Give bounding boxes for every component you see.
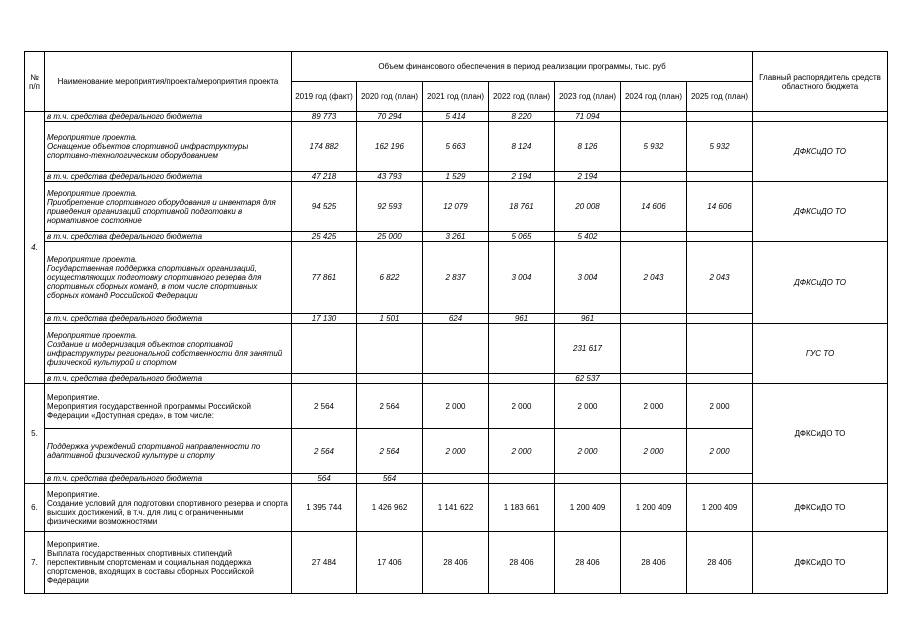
row-value: 2 043 [687, 242, 753, 314]
row-number: 6. [25, 484, 45, 532]
row-value [687, 314, 753, 324]
row-value [621, 232, 687, 242]
row-value: 5 663 [423, 122, 489, 172]
row-value: 1 426 962 [357, 484, 423, 532]
row-value: 2 564 [292, 429, 357, 474]
row-name: Мероприятие проекта. Создание и модернизация объектов спортивной инфраструктуры региональной собственности для занятий физической культурой и спортом [45, 324, 292, 374]
row-value [687, 232, 753, 242]
table-row [25, 242, 888, 314]
row-number: 4. [25, 112, 45, 384]
row-value [687, 474, 753, 484]
row-value [489, 374, 555, 384]
header-year: 2024 год (план) [621, 82, 687, 112]
row-value: 564 [357, 474, 423, 484]
row-name: в т.ч. средства федерального бюджета [45, 374, 292, 384]
row-name: Поддержка учреждений спортивной направленности по адаптивной физической культуре и спорту [45, 429, 292, 474]
row-value: 3 004 [489, 242, 555, 314]
row-value: 624 [423, 314, 489, 324]
row-value [621, 112, 687, 122]
row-value: 2 000 [555, 429, 621, 474]
row-value: 2 564 [357, 429, 423, 474]
row-value [687, 324, 753, 374]
row-value: 2 564 [357, 384, 423, 429]
row-value [621, 374, 687, 384]
row-name: Мероприятие. Создание условий для подготовки спортивного резерва и спорта высших достижений, в т.ч. для лиц с ограниченными физическими возможностями [45, 484, 292, 532]
table-row [25, 384, 888, 429]
row-value: 28 406 [423, 532, 489, 594]
row-manager: ДФКСиДО ТО [753, 182, 888, 242]
row-value: 1 200 409 [621, 484, 687, 532]
row-value: 14 606 [687, 182, 753, 232]
row-manager-empty [753, 112, 888, 122]
row-manager: ДФКСиДО ТО [753, 242, 888, 324]
header-year: 2022 год (план) [489, 82, 555, 112]
row-value: 1 141 622 [423, 484, 489, 532]
row-value: 28 406 [555, 532, 621, 594]
row-manager: ДФКСиДО ТО [753, 122, 888, 182]
row-value: 28 406 [621, 532, 687, 594]
row-value: 5 932 [621, 122, 687, 172]
row-value: 1 200 409 [687, 484, 753, 532]
header-number: № п/п [25, 52, 45, 112]
row-value [687, 374, 753, 384]
row-name: Мероприятие проекта. Государственная поддержка спортивных организаций, осуществляющих подготовку спортивного резерва для спортивных сборных команд, в том числе спортивных сборных команд Российской Федерации [45, 242, 292, 314]
row-value: 5 414 [423, 112, 489, 122]
row-value: 961 [489, 314, 555, 324]
row-value [621, 474, 687, 484]
row-value: 2 837 [423, 242, 489, 314]
row-value: 5 065 [489, 232, 555, 242]
row-value: 43 793 [357, 172, 423, 182]
row-value: 6 822 [357, 242, 423, 314]
row-value: 25 000 [357, 232, 423, 242]
row-value: 8 124 [489, 122, 555, 172]
row-value: 71 094 [555, 112, 621, 122]
row-value: 89 773 [292, 112, 357, 122]
header-volume: Объем финансового обеспечения в период реализации программы, тыс. руб [292, 52, 753, 82]
row-value: 2 000 [489, 384, 555, 429]
row-value: 2 194 [555, 172, 621, 182]
row-value: 70 294 [357, 112, 423, 122]
row-value [292, 374, 357, 384]
row-value: 28 406 [687, 532, 753, 594]
row-value: 1 529 [423, 172, 489, 182]
table-row [25, 112, 888, 122]
row-name: Мероприятие проекта. Приобретение спортивного оборудования и инвентаря для приведения организаций спортивной подготовки в нормативное состояние [45, 182, 292, 232]
row-value [423, 474, 489, 484]
row-name: в т.ч. средства федерального бюджета [45, 172, 292, 182]
row-value: 8 220 [489, 112, 555, 122]
row-value: 17 406 [357, 532, 423, 594]
table-row [25, 484, 888, 532]
row-name: Мероприятие. Выплата государственных спортивных стипендий перспективным спортсменам и социальная поддержка спортсменов, входящих в составы сборных Российской Федерации [45, 532, 292, 594]
row-number: 7. [25, 532, 45, 594]
row-manager: ДФКСиДО ТО [753, 532, 888, 594]
row-value: 231 617 [555, 324, 621, 374]
row-value: 62 537 [555, 374, 621, 384]
row-value: 2 000 [489, 429, 555, 474]
header-year: 2021 год (план) [423, 82, 489, 112]
row-name: в т.ч. средства федерального бюджета [45, 112, 292, 122]
row-value: 1 200 409 [555, 484, 621, 532]
row-value: 27 484 [292, 532, 357, 594]
table-row [25, 122, 888, 172]
row-name: Мероприятие проекта. Оснащение объектов спортивной инфраструктуры спортивно-технологическим оборудованием [45, 122, 292, 172]
row-value: 2 043 [621, 242, 687, 314]
header-manager: Главный распорядитель средств областного бюджета [753, 52, 888, 112]
row-value [423, 324, 489, 374]
table-row [25, 182, 888, 232]
row-value: 2 194 [489, 172, 555, 182]
header-year: 2023 год (план) [555, 82, 621, 112]
row-value: 8 126 [555, 122, 621, 172]
row-value [555, 474, 621, 484]
row-value: 94 525 [292, 182, 357, 232]
row-value: 2 000 [555, 384, 621, 429]
row-name: в т.ч. средства федерального бюджета [45, 474, 292, 484]
row-value: 18 761 [489, 182, 555, 232]
funding-table [24, 51, 888, 594]
row-value: 5 402 [555, 232, 621, 242]
table-row [25, 324, 888, 374]
row-value [489, 324, 555, 374]
row-value: 961 [555, 314, 621, 324]
row-name: в т.ч. средства федерального бюджета [45, 314, 292, 324]
row-value [687, 172, 753, 182]
row-value [423, 374, 489, 384]
row-value: 1 501 [357, 314, 423, 324]
row-value: 564 [292, 474, 357, 484]
table-row [25, 532, 888, 594]
row-value: 2 564 [292, 384, 357, 429]
row-value: 47 218 [292, 172, 357, 182]
header-year: 2025 год (план) [687, 82, 753, 112]
row-value [292, 324, 357, 374]
row-value: 3 004 [555, 242, 621, 314]
row-value: 28 406 [489, 532, 555, 594]
row-value: 25 425 [292, 232, 357, 242]
row-value [357, 324, 423, 374]
row-value [621, 314, 687, 324]
row-value: 77 861 [292, 242, 357, 314]
row-value [687, 112, 753, 122]
row-value: 174 882 [292, 122, 357, 172]
row-value: 2 000 [687, 429, 753, 474]
row-value: 5 932 [687, 122, 753, 172]
row-value [357, 374, 423, 384]
header-name: Наименование мероприятия/проекта/мероприятия проекта [45, 52, 292, 112]
row-value: 1 395 744 [292, 484, 357, 532]
row-value: 17 130 [292, 314, 357, 324]
row-value: 3 261 [423, 232, 489, 242]
row-value: 12 079 [423, 182, 489, 232]
row-number: 5. [25, 384, 45, 484]
header-year: 2019 год (факт) [292, 82, 357, 112]
row-value: 20 008 [555, 182, 621, 232]
row-manager: ДФКСиДО ТО [753, 484, 888, 532]
row-value [621, 324, 687, 374]
row-value: 92 593 [357, 182, 423, 232]
header-year: 2020 год (план) [357, 82, 423, 112]
row-value [621, 172, 687, 182]
row-value: 2 000 [423, 384, 489, 429]
row-manager: ДФКСиДО ТО [753, 384, 888, 484]
row-value: 162 196 [357, 122, 423, 172]
row-value [489, 474, 555, 484]
row-value: 14 606 [621, 182, 687, 232]
row-value: 2 000 [621, 384, 687, 429]
row-name: Мероприятие. Мероприятия государственной программы Российской Федерации «Доступная среда», в том числе: [45, 384, 292, 429]
row-value: 2 000 [687, 384, 753, 429]
row-value: 2 000 [423, 429, 489, 474]
row-name: в т.ч. средства федерального бюджета [45, 232, 292, 242]
row-manager: ГУС ТО [753, 324, 888, 384]
row-value: 2 000 [621, 429, 687, 474]
row-value: 1 183 661 [489, 484, 555, 532]
